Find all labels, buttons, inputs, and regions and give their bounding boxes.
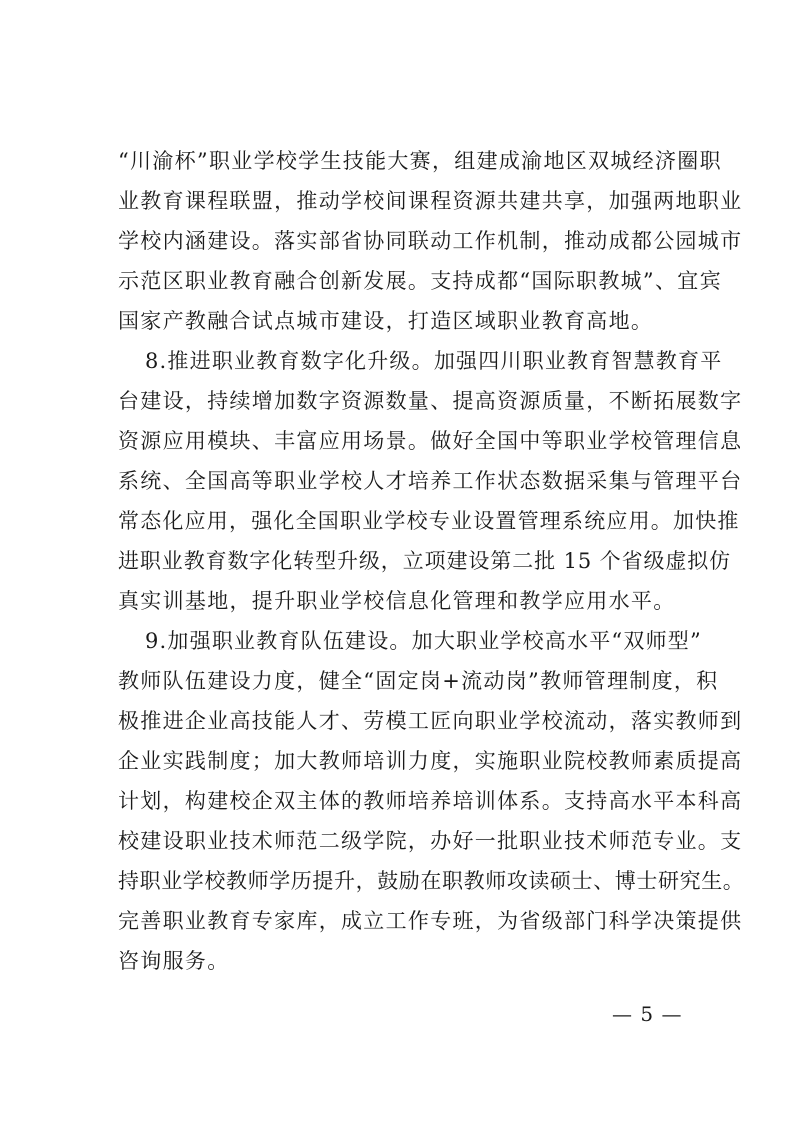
text-line: 完善职业教育专家库，成立工作专班，为省级部门科学决策提供 bbox=[118, 909, 743, 933]
text-line: 持职业学校教师学历提升，鼓励在职教师攻读硕士、博士研究生。 bbox=[118, 869, 745, 893]
text-line: 国家产教融合试点城市建设，打造区域职业教育高地。 bbox=[118, 309, 654, 333]
paragraph-heading-line: 8.推进职业教育数字化升级。加强四川职业教育智慧教育平 bbox=[145, 349, 723, 373]
text-line: 常态化应用，强化全国职业学校专业设置管理系统应用。加快推 bbox=[118, 509, 740, 533]
text-line: 业教育课程联盟，推动学校间课程资源共建共享，加强两地职业 bbox=[118, 189, 743, 213]
text-line: 企业实践制度；加大教师培训力度，实施职业院校教师素质提高 bbox=[118, 749, 743, 773]
text-line: “川渝杯”职业学校学生技能大赛，组建成渝地区双城经济圈职 bbox=[118, 149, 722, 173]
text-line: 校建设职业技术师范二级学院，办好一批职业技术师范专业。支 bbox=[118, 829, 743, 853]
text-line: 系统、全国高等职业学校人才培养工作状态数据采集与管理平台 bbox=[118, 469, 743, 493]
text-line: 咨询服务。 bbox=[118, 949, 230, 973]
paragraph-heading-line: 9.加强职业教育队伍建设。加大职业学校高水平“双师型” bbox=[145, 629, 702, 653]
text-line: 进职业教育数字化转型升级，立项建设第二批 15 个省级虚拟仿 bbox=[118, 549, 732, 573]
text-line: 学校内涵建设。落实部省协同联动工作机制，推动成都公园城市 bbox=[118, 229, 743, 253]
text-line: 极推进企业高技能人才、劳模工匠向职业学校流动，落实教师到 bbox=[118, 709, 743, 733]
text-line: 示范区职业教育融合创新发展。支持成都“国际职教城”、宜宾 bbox=[118, 269, 722, 293]
page-number: — 5 — bbox=[612, 1002, 683, 1026]
text-line: 资源应用模块、丰富应用场景。做好全国中等职业学校管理信息 bbox=[118, 429, 743, 453]
text-line: 计划，构建校企双主体的教师培养培训体系。支持高水平本科高 bbox=[118, 789, 743, 813]
text-line: 真实训基地，提升职业学校信息化管理和教学应用水平。 bbox=[118, 589, 676, 613]
text-line: 教师队伍建设力度，健全“固定岗+流动岗”教师管理制度，积 bbox=[118, 669, 719, 693]
body-text bbox=[118, 141, 745, 981]
text-line: 台建设，持续增加数字资源数量、提高资源质量，不断拓展数字 bbox=[118, 389, 743, 413]
